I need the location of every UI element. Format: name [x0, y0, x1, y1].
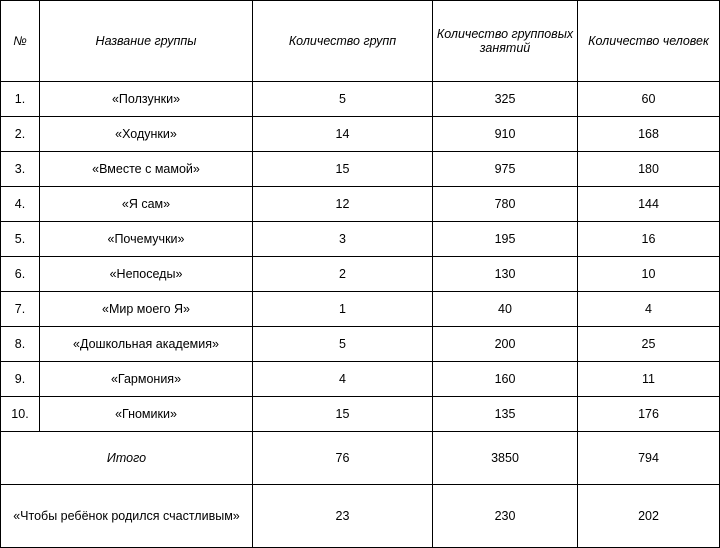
- row-number: 3.: [1, 152, 40, 187]
- row-group-count: 5: [253, 327, 433, 362]
- row-lesson-count: 780: [433, 187, 578, 222]
- table-row: [1, 397, 720, 432]
- row-lesson-count: 135: [433, 397, 578, 432]
- table-row: [1, 187, 720, 222]
- row-number: 9.: [1, 362, 40, 397]
- row-group-count: 15: [253, 152, 433, 187]
- extra-lessons: 230: [433, 485, 578, 548]
- row-group-name: «Гармония»: [40, 362, 253, 397]
- row-group-name: «Непоседы»: [40, 257, 253, 292]
- total-label: Итого: [1, 432, 253, 485]
- row-people-count: 4: [578, 292, 720, 327]
- row-people-count: 180: [578, 152, 720, 187]
- row-number: 8.: [1, 327, 40, 362]
- total-groups: 76: [253, 432, 433, 485]
- row-group-count: 2: [253, 257, 433, 292]
- row-people-count: 60: [578, 82, 720, 117]
- table-row: [1, 152, 720, 187]
- header-row: [1, 1, 720, 82]
- row-group-count: 4: [253, 362, 433, 397]
- row-people-count: 176: [578, 397, 720, 432]
- row-number: 1.: [1, 82, 40, 117]
- row-group-name: «Вместе с мамой»: [40, 152, 253, 187]
- row-lesson-count: 130: [433, 257, 578, 292]
- row-lesson-count: 195: [433, 222, 578, 257]
- table-row: [1, 222, 720, 257]
- row-group-count: 3: [253, 222, 433, 257]
- table-row: [1, 292, 720, 327]
- row-number: 10.: [1, 397, 40, 432]
- header-number: №: [1, 1, 40, 82]
- row-group-name: «Дошкольная академия»: [40, 327, 253, 362]
- row-group-count: 15: [253, 397, 433, 432]
- table-row: [1, 117, 720, 152]
- row-group-name: «Почемучки»: [40, 222, 253, 257]
- row-group-name: «Ходунки»: [40, 117, 253, 152]
- header-group-count: Количество групп: [253, 1, 433, 82]
- row-lesson-count: 160: [433, 362, 578, 397]
- row-people-count: 10: [578, 257, 720, 292]
- row-people-count: 16: [578, 222, 720, 257]
- header-lesson-count: Количество групповых занятий: [433, 1, 578, 82]
- row-lesson-count: 200: [433, 327, 578, 362]
- row-people-count: 168: [578, 117, 720, 152]
- row-people-count: 144: [578, 187, 720, 222]
- header-group-name: Название группы: [40, 1, 253, 82]
- table-row: [1, 362, 720, 397]
- row-number: 6.: [1, 257, 40, 292]
- table-body: [1, 82, 720, 432]
- row-group-count: 12: [253, 187, 433, 222]
- extra-row: [1, 485, 720, 548]
- row-number: 7.: [1, 292, 40, 327]
- total-row: [1, 432, 720, 485]
- row-number: 5.: [1, 222, 40, 257]
- total-lessons: 3850: [433, 432, 578, 485]
- row-lesson-count: 975: [433, 152, 578, 187]
- extra-label: «Чтобы ребёнок родился счастливым»: [1, 485, 253, 548]
- table-row: [1, 82, 720, 117]
- row-group-name: «Я сам»: [40, 187, 253, 222]
- row-lesson-count: 910: [433, 117, 578, 152]
- row-group-count: 14: [253, 117, 433, 152]
- extra-groups: 23: [253, 485, 433, 548]
- extra-people: 202: [578, 485, 720, 548]
- row-group-count: 5: [253, 82, 433, 117]
- row-lesson-count: 325: [433, 82, 578, 117]
- row-group-count: 1: [253, 292, 433, 327]
- row-lesson-count: 40: [433, 292, 578, 327]
- row-number: 4.: [1, 187, 40, 222]
- row-number: 2.: [1, 117, 40, 152]
- table-row: [1, 257, 720, 292]
- row-group-name: «Ползунки»: [40, 82, 253, 117]
- row-people-count: 11: [578, 362, 720, 397]
- row-group-name: «Мир моего Я»: [40, 292, 253, 327]
- header-people-count: Количество человек: [578, 1, 720, 82]
- row-group-name: «Гномики»: [40, 397, 253, 432]
- total-people: 794: [578, 432, 720, 485]
- row-people-count: 25: [578, 327, 720, 362]
- table-row: [1, 327, 720, 362]
